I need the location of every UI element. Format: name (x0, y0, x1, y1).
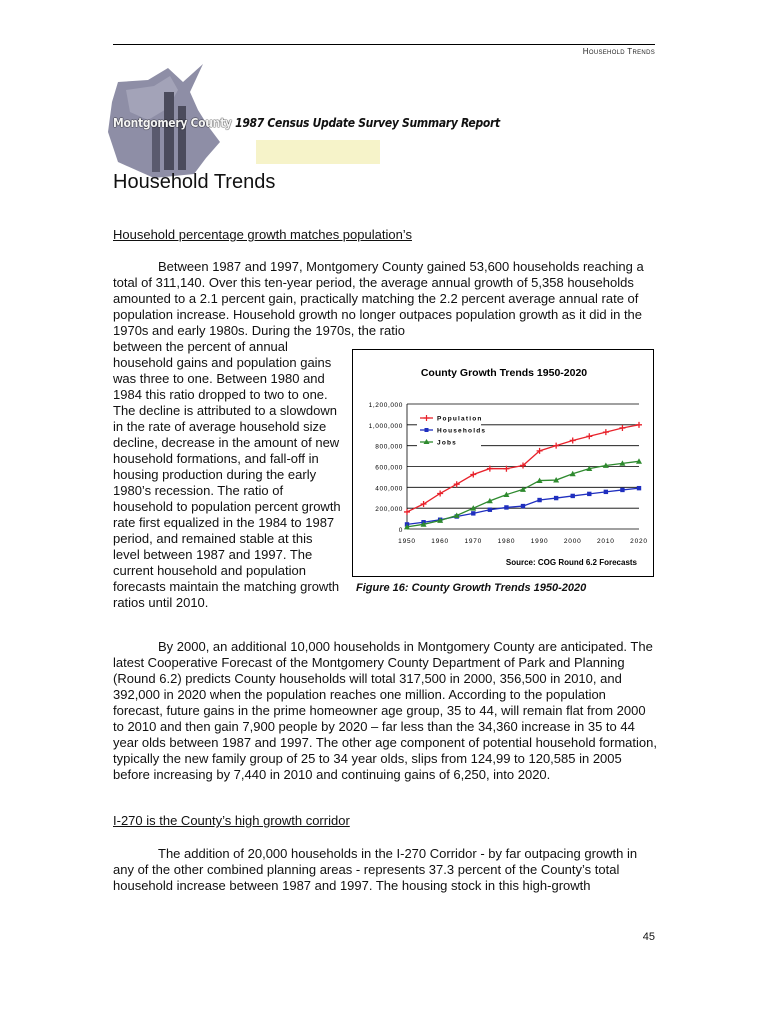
legend-marker-households (425, 428, 429, 432)
paragraph-3: The addition of 20,000 households in the I-270 Corridor - by far outpacing growth in any of the other combined planning areas - represents 37.3 percent of the County’s total household increase between 1987 and 1997. The housing stock in this high-growth (113, 846, 638, 893)
x-tick-label: 2010 (597, 538, 615, 545)
growth-trends-chart (352, 349, 654, 577)
point-population (636, 422, 642, 428)
paragraph-1-wrap: between the percent of annual household gains and population gains was three to one. Between 1980 and 1984 this ratio dropped to two to one. The decline is attributed to a slowdown in the rate of average household size decline, decrease in the amount of new household formations, and fall-off in housing production during the early 1980’s recession. The ratio of household to population percent growth rate first equalized in the 1984 to 1987 period, and remained stable at this level between 1987 and 1997. The current household and population forecasts maintain the matching growth ratios until 2010. (113, 339, 341, 610)
point-households (637, 486, 641, 490)
point-households (587, 492, 591, 496)
point-households (537, 498, 541, 502)
point-households (471, 511, 475, 515)
x-tick-label: 1950 (398, 538, 416, 545)
point-households (521, 504, 525, 508)
banner-report-title: 1987 Census Update Survey Summary Report (231, 116, 500, 130)
paragraph-2: By 2000, an additional 10,000 households in Montgomery County are anticipated. The latest Cooperative Forecast of the Montgomery County Department of Park and Planning (Round 6.2) predicts County households will total 317,500 in 2000, 356,500 in 2010, and 392,000 in 2020 when the population reaches one million. According to the population forecast, future gains in the prime homeowner age group, 35 to 44, will remain flat from 2000 to 2010 and then gain 7,900 people by 2020 – far less than the 34,360 increase in 35 to 44 year olds between 1987 and 1997. The other age component of potential household formation, typically the new family group of 25 to 34 year olds, slips from 124,99 to 120,585 in 2005 before increasing by 7,440 in 2010 and continuing gains of 6,250, into 2020. (113, 639, 657, 782)
report-banner (113, 116, 500, 130)
point-population (586, 433, 592, 439)
x-tick-label: 1990 (530, 538, 549, 545)
point-households (620, 488, 624, 492)
point-population (553, 443, 559, 449)
legend-label-population: Population (437, 415, 483, 423)
paragraph-1: Between 1987 and 1997, Montgomery County gained 53,600 households reaching a total of 311,140. Over this ten-year period, the average annual growth of 5,358 households amounted to a 2.1 percent gain, practically matching the 2.2 percent average annual rate of population increase. Household growth no longer outpaces population growth as it did in the 1970s and early 1980s. During the 1970s, the ratio (113, 259, 644, 338)
chart-title: County Growth Trends 1950-2020 (420, 367, 588, 379)
section-heading-household-growth: Household percentage growth matches population’s (113, 227, 412, 242)
chart-canvas (353, 350, 655, 578)
y-tick-label: 1,000,000 (368, 422, 403, 430)
point-population (619, 425, 625, 431)
x-tick-label: 1960 (431, 538, 449, 545)
point-households (571, 494, 575, 498)
y-tick-label: 400,000 (375, 485, 403, 493)
x-tick-label: 2020 (630, 538, 648, 545)
page-title: Household Trends (113, 171, 276, 193)
header-rule (113, 44, 655, 45)
y-tick-label: 800,000 (375, 443, 403, 451)
y-tick-label: 600,000 (375, 464, 403, 472)
x-tick-label: 1980 (497, 538, 516, 545)
point-population (603, 429, 609, 435)
chart-source: Source: COG Round 6.2 Forecasts (505, 558, 637, 567)
legend-label-jobs: Jobs (437, 439, 457, 447)
point-population (570, 437, 576, 443)
page-number: 45 (642, 931, 655, 943)
point-households (604, 490, 608, 494)
point-households (504, 505, 508, 509)
section-heading-i270: I-270 is the County’s high growth corridor (113, 813, 350, 828)
y-tick-label: 1,200,000 (368, 402, 403, 409)
x-tick-label: 2000 (563, 538, 582, 545)
point-population (470, 472, 476, 478)
point-households (488, 508, 492, 512)
figure-caption: Figure 16: County Growth Trends 1950-2020 (356, 582, 587, 594)
legend-label-households: Households (437, 427, 487, 435)
point-population (404, 509, 410, 515)
x-tick-label: 1970 (464, 538, 483, 545)
point-households (554, 496, 558, 500)
y-tick-label: 0 (398, 527, 403, 534)
banner-county: Montgomery County (113, 116, 232, 130)
point-population (454, 481, 460, 487)
running-head: Household Trends (582, 47, 655, 56)
y-tick-label: 200,000 (375, 506, 403, 514)
